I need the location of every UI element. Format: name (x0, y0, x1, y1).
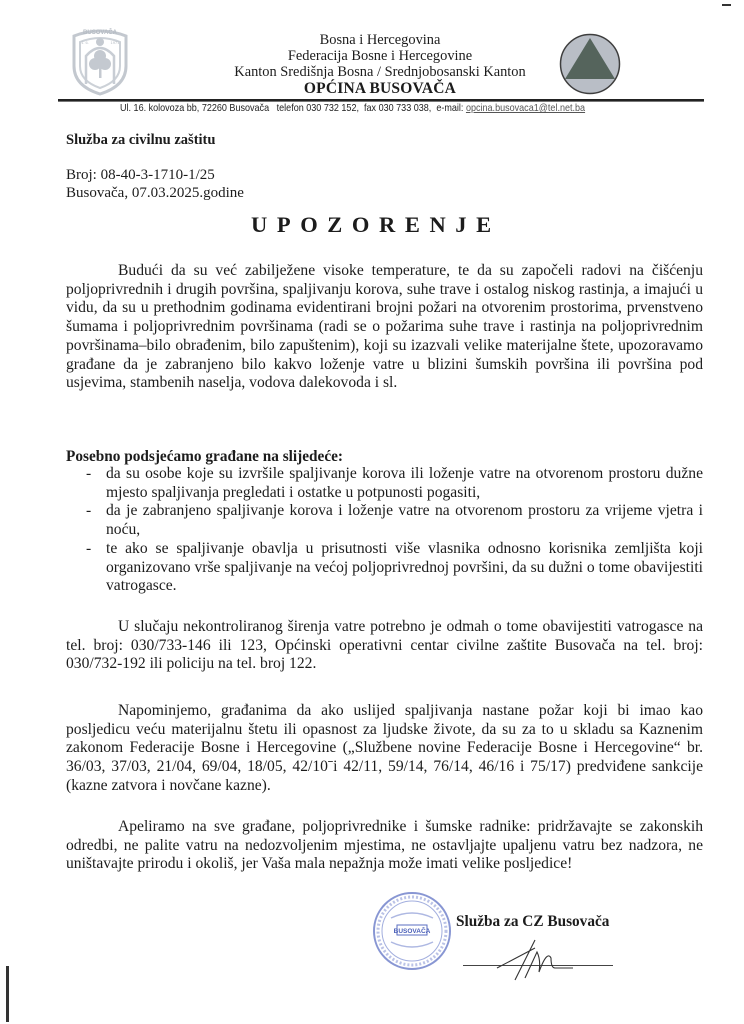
document-number: Broj: 08-40-3-1710-1/25 (66, 167, 215, 183)
scan-edge-mark (722, 4, 731, 6)
fax: fax 030 733 038, (364, 102, 432, 114)
official-stamp (371, 890, 453, 972)
handwritten-signature (495, 930, 585, 990)
place-date: Busovača, 07.03.2025.godine (66, 184, 244, 201)
stamp-text: BUSOVAČA (393, 928, 431, 935)
contact-line (120, 102, 585, 114)
municipality-name: OPĆINA BUSOVAČA (303, 79, 457, 97)
crest-text: BUSOVAČA (83, 30, 117, 36)
emergency-paragraph (66, 618, 703, 674)
reference-block (66, 167, 244, 202)
emergency-text: U slučaju nekontroliranog širenja vatre potrebno je odmah o tome obavijestiti vatrogasce na tel. broj: 030/733-146 ili 123, Općinski operativni centar civilne zaštite Busovača na tel. broj: 030/732-192 ili policiju na tel. broj 122. (66, 618, 703, 673)
letterhead-heading (130, 32, 630, 97)
federation-name: Federacija Bosne i Hercegovine (287, 48, 473, 65)
list-item-text: da su osobe koje su izvršile spaljivanje korova ili loženje vatre na otvorenom prostoru dužne mjesto spaljivanja pregledati i ostatke u potpunosti pogasiti, (106, 465, 703, 501)
list-item (66, 465, 703, 502)
canton-name: Kanton Središnja Bosna / Srednjobosanski Kanton (234, 64, 526, 81)
document-title: UPOZORENJE (251, 212, 501, 237)
crest-right-year: 1971 (110, 40, 120, 45)
address: Ul. 16. kolovoza bb, 72260 Busovača (120, 102, 270, 114)
list-item-text: da je zabranjeno spaljivanje korova i loženje vatre na otvorenom prostoru za vrijeme vjetra i noću, (106, 502, 703, 539)
scan-edge-bar (6, 966, 9, 1022)
list-marker: - (86, 502, 92, 520)
list-item-text: te ako se spaljivanje obavlja u prisutnosti više vlasnika odnosno korisnika zemljišta koji organizovano vrše spaljivanje na većoj poljoprivrednoj površini, da su dužni o tome obavijestiti vatrogasce. (106, 539, 703, 595)
email-label: e-mail: (436, 102, 464, 114)
appeal-paragraph (66, 818, 703, 874)
reminder-heading: Posebno podsjećamo građane na slijedeće: (66, 448, 344, 465)
sanctions-text: Napominjemo, građanima da ako uslijed spaljivanja nastane požar koji bi imao kao posljedicu veću materijalnu štetu ili opasnost za ljudske živote, da su za to u skladu sa Kaznenim zakonom Federacije Bosne i Hercegovine („Službene novine Federacije Bosne i Hercegovine“ br. 36/03, 37/03, 21/04, 69/04, 18/05, 42/10ˉi 42/11, 59/14, 76/14, 46/16 i 75/17) predviđene sankcije (kazne zatvora i novčane kazne). (66, 702, 703, 794)
municipality-crest-logo (68, 26, 132, 96)
list-marker: - (86, 465, 92, 482)
intro-paragraph (66, 262, 703, 393)
reminder-list (66, 465, 703, 596)
phone: telefon 030 732 152, (276, 102, 359, 114)
list-item (66, 502, 703, 539)
country-name: Bosna i Hercegovina (319, 32, 441, 48)
sanctions-paragraph (66, 702, 703, 796)
email-link[interactable]: opcina.busovaca1@tel.net.ba (465, 102, 586, 114)
list-marker: - (86, 539, 92, 557)
appeal-text: Apeliramo na sve građane, poljoprivrednike i šumske radnike: pridržavajte se zakonskih odredbi, ne palite vatru na nedozvoljenim mjestima, ne ostavljajte upaljenu vatru bez nadzora, ne uništavajte prirodu i okoliš, jer Vaša mala nepažnja može imati velike posljedice! (66, 818, 703, 873)
service-name: Služba za civilnu zaštitu (66, 132, 216, 148)
crest-left-year: 1. 6. (81, 40, 89, 45)
list-item (66, 540, 703, 596)
intro-text: Budući da su već zabilježene visoke temperature, te da su započeli radovi na čišćenju poljoprivrednih i drugih površina, spaljivanju korova, suhe trave i ostalog niskog rastinja, a imajući u vidu, da su u prethodnim godinama evidentirani brojni požari na otvorenim prostorima, prvenstveno šumama i poljoprivrednim površinama (radi se o požarima suhe trave i rastinja na poljoprivrednim površinama–bilo obrađenim, bilo zapuštenim), koji su izazvali velike materijalne štete, upozoravamo građane da je zabranjeno bilo kakvo loženje vatre u blizini šumskih površina ili površina pod usjevima, stambenih naselja, vodova dalekovoda i sl. (66, 262, 703, 392)
signature-label: Služba za CZ Busovača (456, 913, 610, 930)
